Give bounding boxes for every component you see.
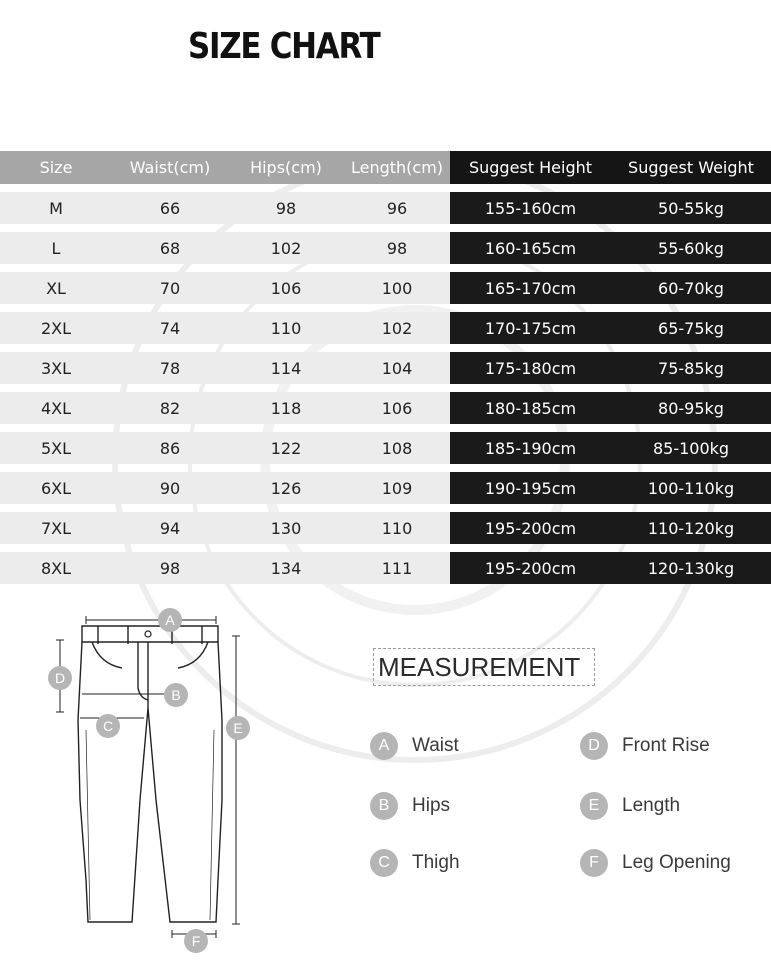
marker-d	[48, 666, 72, 690]
legend-marker: B	[370, 792, 398, 820]
cell-length: 111	[344, 552, 450, 584]
cell-length: 110	[344, 512, 450, 544]
cell-suggest-weight: 85-100kg	[611, 432, 771, 464]
legend-marker: E	[580, 792, 608, 820]
table-row	[0, 312, 771, 344]
cell-suggest-weight: 80-95kg	[611, 392, 771, 424]
cell-hips: 122	[228, 432, 344, 464]
cell-size: L	[0, 232, 112, 264]
cell-suggest-height: 195-200cm	[450, 512, 611, 544]
table-header-row	[0, 151, 771, 184]
marker-b-label: B	[171, 687, 181, 703]
cell-size: 7XL	[0, 512, 112, 544]
cell-waist: 82	[112, 392, 228, 424]
legend-item-length	[580, 791, 680, 821]
legend-label: Hips	[412, 795, 451, 816]
cell-waist: 68	[112, 232, 228, 264]
size-table	[0, 151, 771, 592]
cell-length: 109	[344, 472, 450, 504]
cell-suggest-weight: 50-55kg	[611, 192, 771, 224]
pants-outline	[78, 626, 222, 922]
cell-suggest-height: 160-165cm	[450, 232, 611, 264]
cell-length: 100	[344, 272, 450, 304]
legend-label: Front Rise	[622, 735, 710, 756]
table-row	[0, 512, 771, 544]
cell-suggest-height: 165-170cm	[450, 272, 611, 304]
marker-e	[226, 716, 250, 740]
marker-f-label: F	[191, 933, 201, 949]
cell-size: 8XL	[0, 552, 112, 584]
legend-label: Leg Opening	[622, 852, 731, 873]
cell-waist: 98	[112, 552, 228, 584]
legend-marker: F	[580, 849, 608, 877]
cell-hips: 98	[228, 192, 344, 224]
legend-marker: C	[370, 849, 398, 877]
cell-suggest-weight: 60-70kg	[611, 272, 771, 304]
measurement-title: MEASUREMENT	[373, 648, 595, 686]
legend-marker: A	[370, 732, 398, 760]
cell-size: 5XL	[0, 432, 112, 464]
cell-waist: 94	[112, 512, 228, 544]
cell-waist: 70	[112, 272, 228, 304]
cell-size: 3XL	[0, 352, 112, 384]
cell-length: 102	[344, 312, 450, 344]
legend-label: Thigh	[412, 852, 460, 873]
cell-length: 98	[344, 232, 450, 264]
marker-a-label: A	[165, 612, 175, 628]
legend-item-waist	[370, 731, 459, 761]
cell-hips: 106	[228, 272, 344, 304]
cell-suggest-weight: 100-110kg	[611, 472, 771, 504]
cell-size: 2XL	[0, 312, 112, 344]
cell-hips: 126	[228, 472, 344, 504]
cell-length: 104	[344, 352, 450, 384]
legend-label: Length	[622, 795, 681, 816]
cell-suggest-weight: 65-75kg	[611, 312, 771, 344]
cell-size: 6XL	[0, 472, 112, 504]
cell-waist: 78	[112, 352, 228, 384]
cell-suggest-weight: 75-85kg	[611, 352, 771, 384]
table-row	[0, 552, 771, 584]
cell-length: 96	[344, 192, 450, 224]
header-waist: Waist(cm)	[112, 151, 228, 184]
marker-e-label: E	[233, 720, 243, 736]
page-title: SIZE CHART	[188, 26, 380, 67]
cell-waist: 90	[112, 472, 228, 504]
table-row	[0, 232, 771, 264]
cell-hips: 118	[228, 392, 344, 424]
cell-hips: 102	[228, 232, 344, 264]
cell-suggest-height: 195-200cm	[450, 552, 611, 584]
cell-hips: 134	[228, 552, 344, 584]
legend-item-hips	[370, 791, 450, 821]
header-size: Size	[0, 151, 112, 184]
cell-hips: 114	[228, 352, 344, 384]
table-row	[0, 392, 771, 424]
cell-size: 4XL	[0, 392, 112, 424]
cell-suggest-height: 170-175cm	[450, 312, 611, 344]
cell-hips: 110	[228, 312, 344, 344]
marker-c	[96, 714, 120, 738]
cell-waist: 86	[112, 432, 228, 464]
cell-suggest-height: 185-190cm	[450, 432, 611, 464]
marker-a	[158, 608, 182, 632]
marker-f	[184, 929, 208, 953]
legend-marker: D	[580, 732, 608, 760]
cell-suggest-height: 175-180cm	[450, 352, 611, 384]
table-row	[0, 192, 771, 224]
cell-length: 108	[344, 432, 450, 464]
table-row	[0, 272, 771, 304]
legend-item-thigh	[370, 848, 460, 878]
legend-item-leg-opening	[580, 848, 731, 878]
marker-c-label: C	[102, 718, 114, 734]
table-row	[0, 472, 771, 504]
legend-item-front-rise	[580, 731, 710, 761]
marker-b	[164, 683, 188, 707]
cell-length: 106	[344, 392, 450, 424]
table-row	[0, 432, 771, 464]
marker-d-label: D	[54, 670, 66, 686]
table-row	[0, 352, 771, 384]
header-length: Length(cm)	[344, 151, 450, 184]
legend-label: Waist	[412, 735, 459, 756]
header-suggest-height: Suggest Height	[450, 151, 611, 184]
cell-size: M	[0, 192, 112, 224]
header-suggest-weight: Suggest Weight	[611, 151, 771, 184]
cell-waist: 66	[112, 192, 228, 224]
cell-suggest-height: 155-160cm	[450, 192, 611, 224]
cell-waist: 74	[112, 312, 228, 344]
cell-hips: 130	[228, 512, 344, 544]
cell-suggest-height: 180-185cm	[450, 392, 611, 424]
cell-suggest-weight: 55-60kg	[611, 232, 771, 264]
cell-suggest-height: 190-195cm	[450, 472, 611, 504]
cell-suggest-weight: 110-120kg	[611, 512, 771, 544]
pants-diagram	[30, 600, 270, 960]
cell-size: XL	[0, 272, 112, 304]
cell-suggest-weight: 120-130kg	[611, 552, 771, 584]
header-hips: Hips(cm)	[228, 151, 344, 184]
